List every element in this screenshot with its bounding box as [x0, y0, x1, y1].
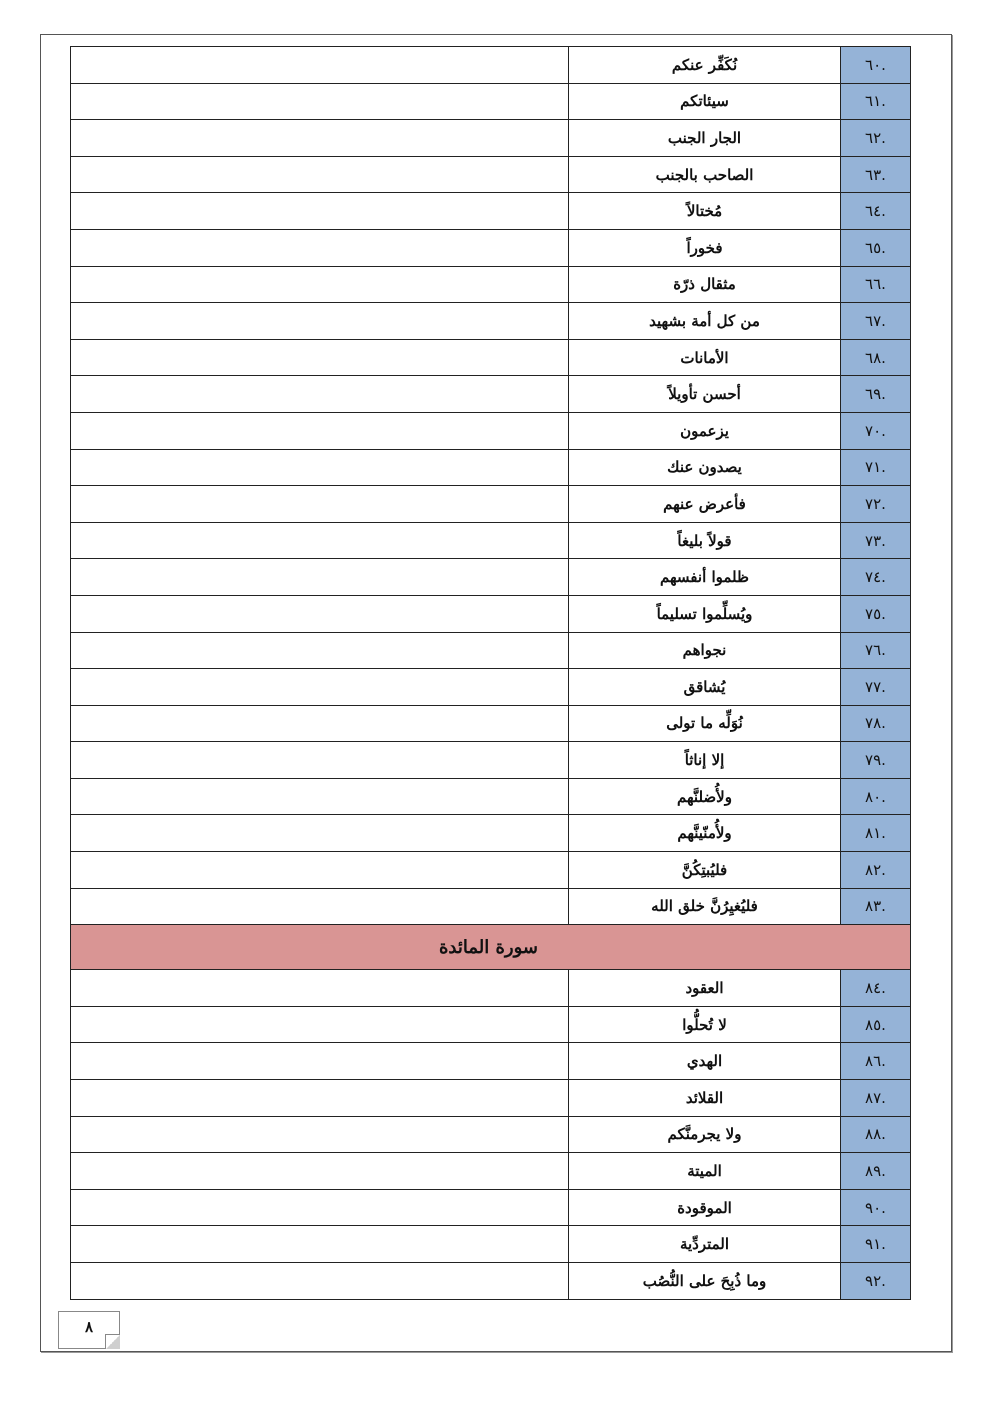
meaning-cell — [71, 705, 569, 742]
number-cell: ٦٤. — [841, 193, 911, 230]
word-cell: نجواهم — [569, 632, 841, 669]
table-row — [71, 193, 911, 230]
meaning-cell — [71, 852, 569, 889]
table-row — [71, 559, 911, 596]
meaning-cell — [71, 156, 569, 193]
word-cell: فليُبتِكُنَّ — [569, 852, 841, 889]
table-row — [71, 970, 911, 1007]
vocabulary-table — [70, 46, 911, 1300]
number-cell: ٦٣. — [841, 156, 911, 193]
meaning-cell — [71, 1153, 569, 1190]
section-title: سورة المائدة — [71, 925, 911, 970]
table-row — [71, 1006, 911, 1043]
table-row — [71, 83, 911, 120]
meaning-cell — [71, 1006, 569, 1043]
meaning-cell — [71, 412, 569, 449]
word-cell: القلائد — [569, 1080, 841, 1117]
word-cell: الصاحب بالجنب — [569, 156, 841, 193]
table-row — [71, 376, 911, 413]
word-cell: من كل أمة بشهيد — [569, 303, 841, 340]
table-row — [71, 229, 911, 266]
vocabulary-table-body — [71, 47, 911, 1300]
number-cell: ٦٩. — [841, 376, 911, 413]
number-cell: ٧٣. — [841, 522, 911, 559]
number-cell: ٨٧. — [841, 1080, 911, 1117]
word-cell: يصدون عنك — [569, 449, 841, 486]
word-cell: ولأُضلنَّهم — [569, 778, 841, 815]
table-row — [71, 303, 911, 340]
word-cell: الأمانات — [569, 339, 841, 376]
number-cell: ٦٢. — [841, 120, 911, 157]
table-row — [71, 632, 911, 669]
number-cell: ٦٦. — [841, 266, 911, 303]
number-cell: ٦٧. — [841, 303, 911, 340]
number-cell: ٨١. — [841, 815, 911, 852]
number-cell: ٨٢. — [841, 852, 911, 889]
meaning-cell — [71, 303, 569, 340]
number-cell: ٨٤. — [841, 970, 911, 1007]
meaning-cell — [71, 229, 569, 266]
word-cell: إلا إناثاً — [569, 742, 841, 779]
number-cell: ٨٨. — [841, 1116, 911, 1153]
word-cell: المتردِّية — [569, 1226, 841, 1263]
meaning-cell — [71, 559, 569, 596]
word-cell: نُكَفِّر عنكم — [569, 47, 841, 84]
word-cell: أحسن تأويلاً — [569, 376, 841, 413]
meaning-cell — [71, 486, 569, 523]
number-cell: ٩٠. — [841, 1189, 911, 1226]
meaning-cell — [71, 266, 569, 303]
word-cell: قولاً بليغاً — [569, 522, 841, 559]
table-row — [71, 1116, 911, 1153]
table-row — [71, 888, 911, 925]
number-cell: ٦١. — [841, 83, 911, 120]
number-cell: ٦٨. — [841, 339, 911, 376]
word-cell: نُوَلِّه ما تولى — [569, 705, 841, 742]
meaning-cell — [71, 47, 569, 84]
meaning-cell — [71, 522, 569, 559]
meaning-cell — [71, 1116, 569, 1153]
table-row — [71, 1263, 911, 1300]
meaning-cell — [71, 1189, 569, 1226]
page-number-box — [58, 1311, 120, 1349]
meaning-cell — [71, 778, 569, 815]
table-row — [71, 522, 911, 559]
table-row — [71, 1153, 911, 1190]
table-row — [71, 742, 911, 779]
word-cell: سيئاتكم — [569, 83, 841, 120]
word-cell: مثقال ذرّة — [569, 266, 841, 303]
number-cell: ٧٧. — [841, 669, 911, 706]
number-cell: ٧١. — [841, 449, 911, 486]
meaning-cell — [71, 632, 569, 669]
table-row — [71, 669, 911, 706]
word-cell: مُختالاً — [569, 193, 841, 230]
number-cell: ٨٦. — [841, 1043, 911, 1080]
word-cell: الموقودة — [569, 1189, 841, 1226]
meaning-cell — [71, 376, 569, 413]
word-cell: يُشاقق — [569, 669, 841, 706]
word-cell: فأعرض عنهم — [569, 486, 841, 523]
page-number: ٨ — [84, 1318, 94, 1336]
number-cell: ٧٨. — [841, 705, 911, 742]
number-cell: ٦٥. — [841, 229, 911, 266]
meaning-cell — [71, 1043, 569, 1080]
table-row — [71, 705, 911, 742]
word-cell: وما ذُبِحَ على النُّصُب — [569, 1263, 841, 1300]
meaning-cell — [71, 83, 569, 120]
table-row — [71, 486, 911, 523]
number-cell: ٧٢. — [841, 486, 911, 523]
number-cell: ٨٥. — [841, 1006, 911, 1043]
table-row — [71, 1043, 911, 1080]
word-cell: الميتة — [569, 1153, 841, 1190]
table-row — [71, 120, 911, 157]
meaning-cell — [71, 888, 569, 925]
word-cell: الهدي — [569, 1043, 841, 1080]
table-row — [71, 412, 911, 449]
table-row — [71, 852, 911, 889]
number-cell: ٧٩. — [841, 742, 911, 779]
word-cell: الجار الجنب — [569, 120, 841, 157]
number-cell: ٧٦. — [841, 632, 911, 669]
meaning-cell — [71, 1080, 569, 1117]
meaning-cell — [71, 742, 569, 779]
meaning-cell — [71, 669, 569, 706]
table-row — [71, 1189, 911, 1226]
table-row — [71, 815, 911, 852]
table-row — [71, 449, 911, 486]
meaning-cell — [71, 1226, 569, 1263]
table-row — [71, 595, 911, 632]
section-header-row — [71, 925, 911, 970]
number-cell: ٧٠. — [841, 412, 911, 449]
meaning-cell — [71, 449, 569, 486]
table-row — [71, 778, 911, 815]
word-cell: يزعمون — [569, 412, 841, 449]
number-cell: ٨٣. — [841, 888, 911, 925]
table-row — [71, 1226, 911, 1263]
word-cell: لا تُحلُّوا — [569, 1006, 841, 1043]
meaning-cell — [71, 595, 569, 632]
meaning-cell — [71, 193, 569, 230]
number-cell: ٧٤. — [841, 559, 911, 596]
word-cell: ولا يجرمنَّكم — [569, 1116, 841, 1153]
number-cell: ٧٥. — [841, 595, 911, 632]
meaning-cell — [71, 1263, 569, 1300]
table-row — [71, 266, 911, 303]
meaning-cell — [71, 815, 569, 852]
number-cell: ٨٩. — [841, 1153, 911, 1190]
number-cell: ٩١. — [841, 1226, 911, 1263]
number-cell: ٦٠. — [841, 47, 911, 84]
table-row — [71, 156, 911, 193]
meaning-cell — [71, 970, 569, 1007]
meaning-cell — [71, 339, 569, 376]
page-curl-decoration — [105, 1334, 120, 1349]
word-cell: فليُغيِرُنَّ خلق الله — [569, 888, 841, 925]
number-cell: ٨٠. — [841, 778, 911, 815]
word-cell: ويُسلِّموا تسليماً — [569, 595, 841, 632]
word-cell: فخوراً — [569, 229, 841, 266]
table-row — [71, 1080, 911, 1117]
table-row — [71, 339, 911, 376]
word-cell: العقود — [569, 970, 841, 1007]
number-cell: ٩٢. — [841, 1263, 911, 1300]
table-row — [71, 47, 911, 84]
word-cell: ولأُمنّينَّهم — [569, 815, 841, 852]
word-cell: ظلموا أنفسهم — [569, 559, 841, 596]
meaning-cell — [71, 120, 569, 157]
